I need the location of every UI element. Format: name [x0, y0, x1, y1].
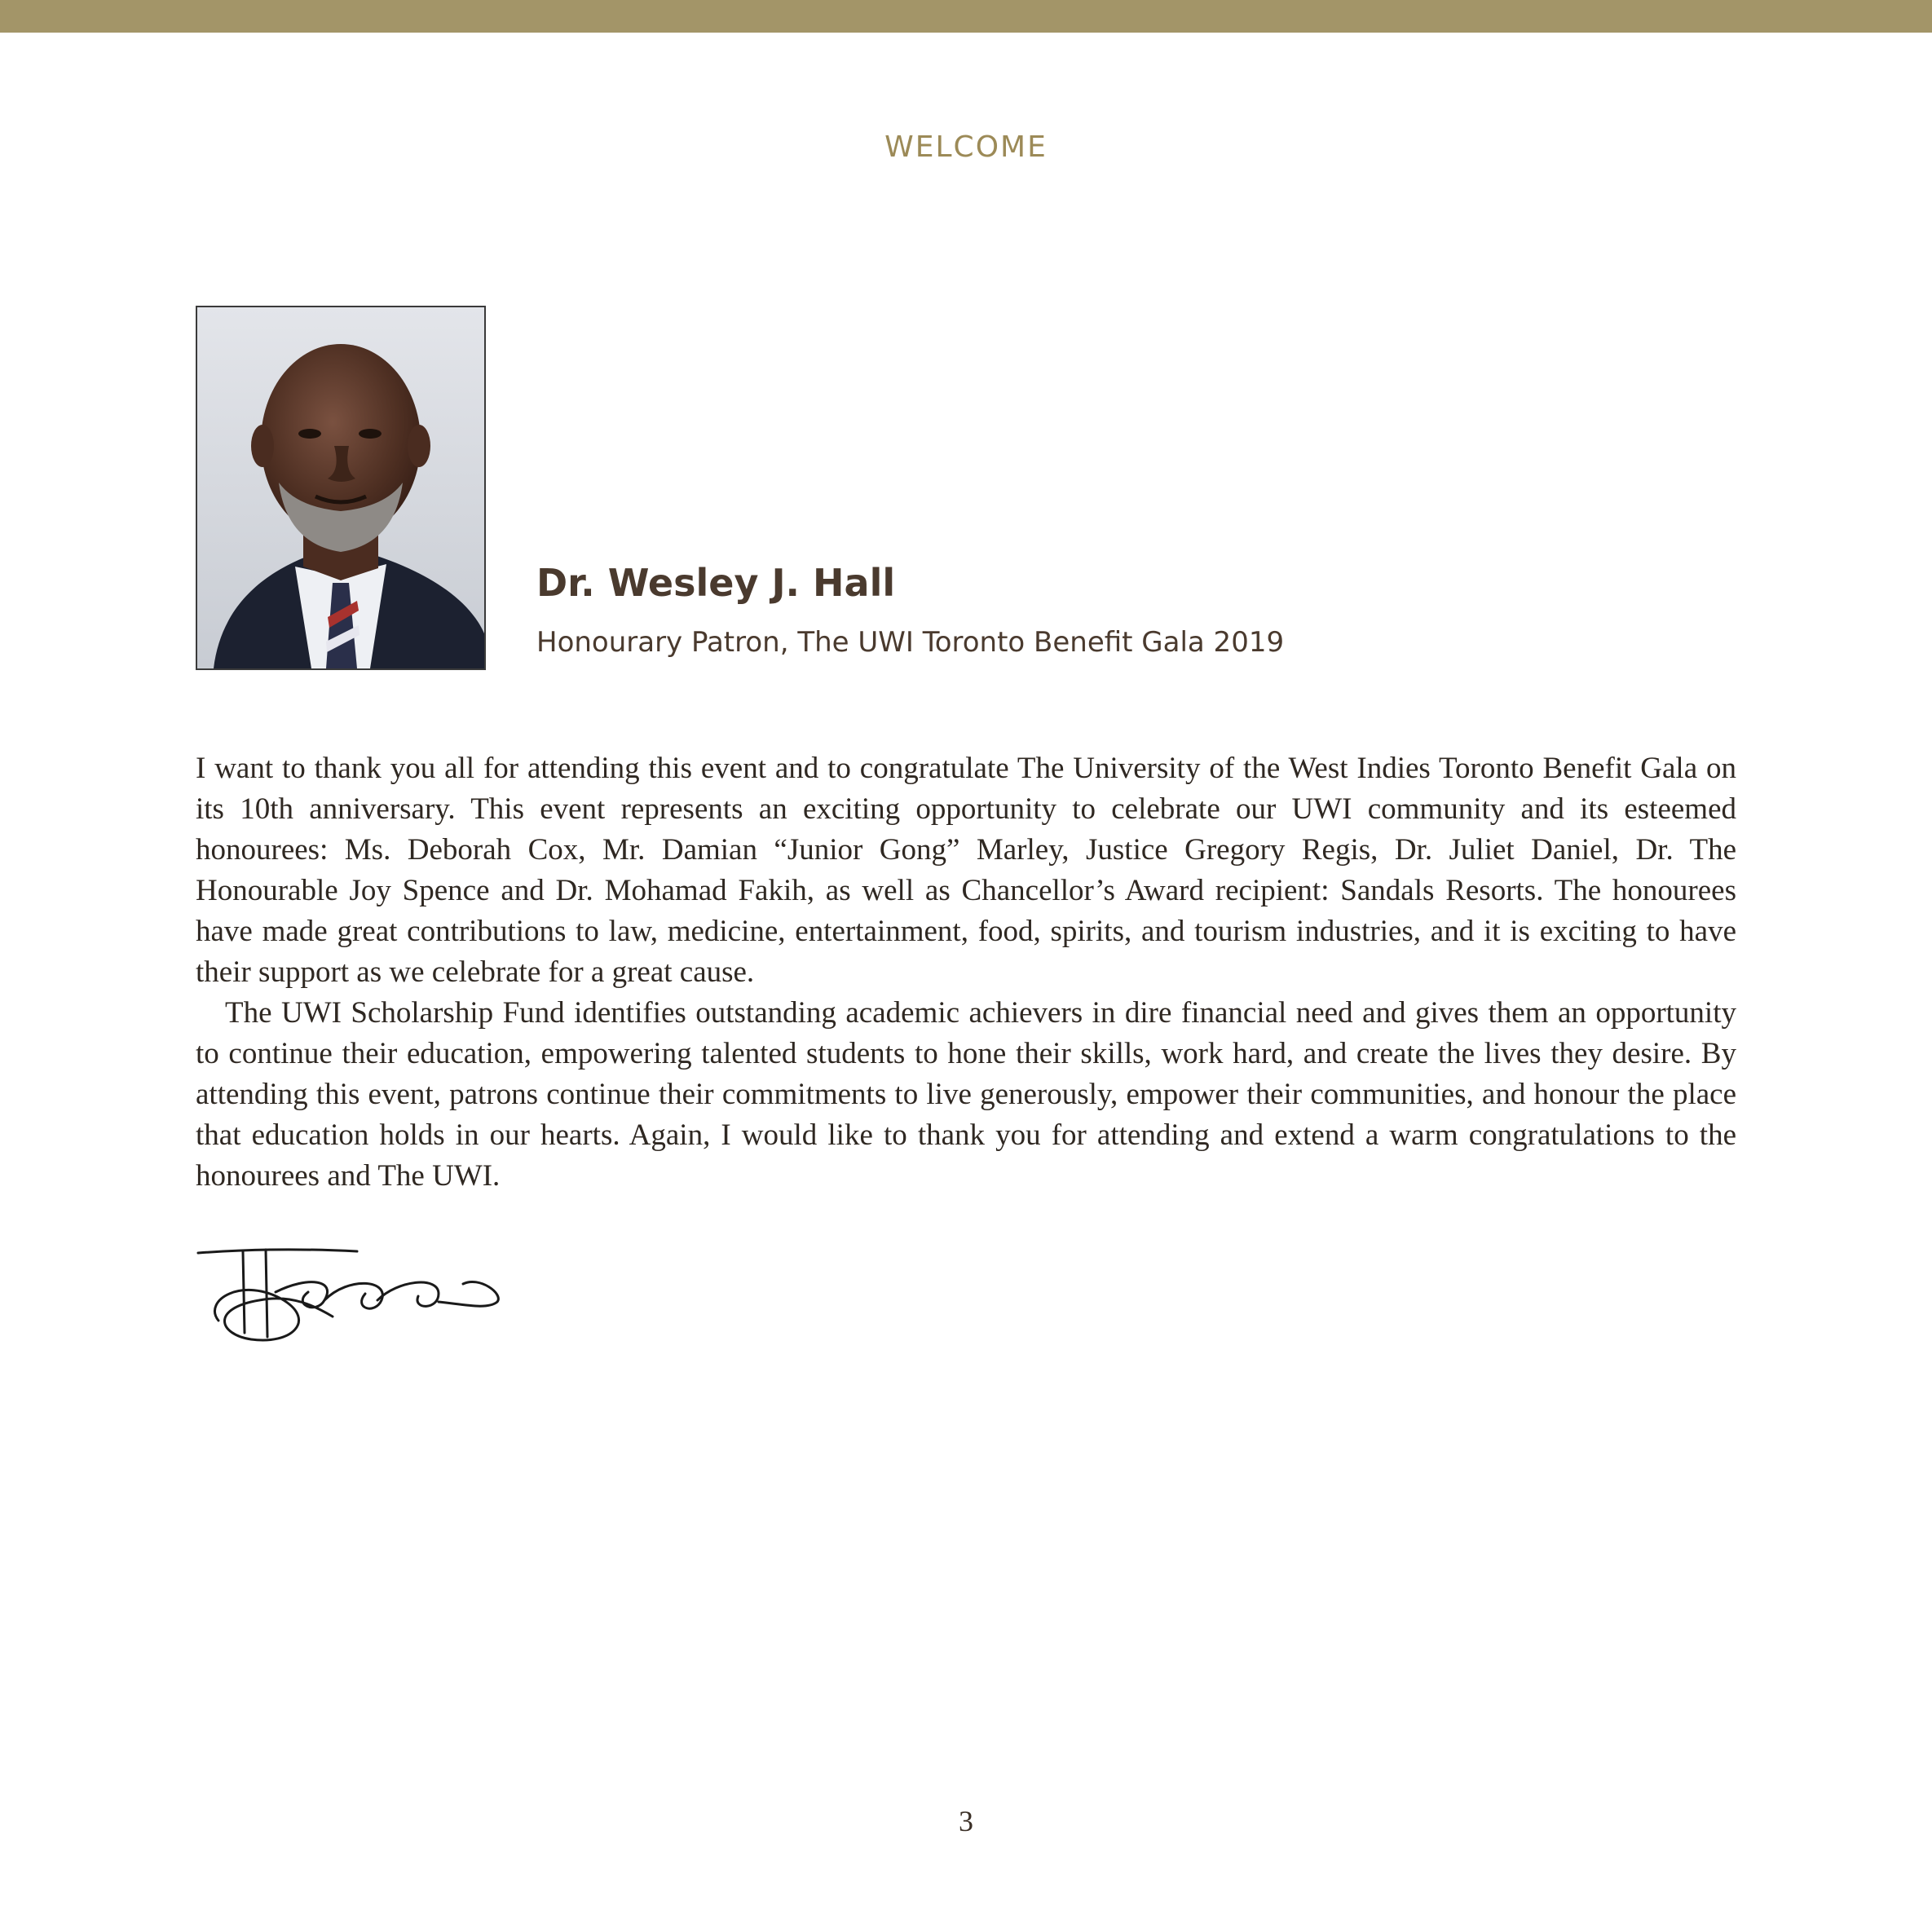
- letter-paragraph-1: I want to thank you all for attending this event and to congratulate The University of the West Indies Toronto Benefit Gala on its 10th anniversary. This event represents an exciting opportunity to celebrate our UWI community and its esteemed honourees: Ms. Deborah Cox, Mr. Damian “Junior Gong” Marley, Justice Gregory Regis, Dr. Juliet Daniel, Dr. The Honourable Joy Spence and Dr. Mohamad Fakih, as well as Chancellor’s Award recipient: Sandals Resorts. The honourees have made great contributions to law, medicine, entertainment, food, spirits, and tourism industries, and it is exciting to have their support as we celebrate for a great cause.: [196, 752, 1736, 989]
- signature-icon: [194, 1243, 504, 1353]
- letter-paragraph-2: The UWI Scholarship Fund identifies outstanding academic achievers in dire financial need and gives them an opportunity to continue their education, empowering talented students to hone their skills, work hard, and create the lives they desire. By attending this event, patrons continue their commitments to live generously, empower their communities, and honour the place that education holds in our hearts. Again, I would like to thank you for attending and extend a warm congratulations to the honourees and The UWI.: [196, 996, 1736, 1193]
- honoree-name: Dr. Wesley J. Hall: [536, 561, 896, 605]
- portrait-photo: [196, 306, 486, 670]
- letter-body: [196, 748, 1736, 1197]
- portrait-icon: [197, 307, 484, 668]
- top-color-band: [0, 0, 1932, 33]
- page-number: 3: [959, 1805, 973, 1837]
- section-title: WELCOME: [884, 130, 1048, 164]
- signature: [194, 1243, 504, 1353]
- honoree-role: Honourary Patron, The UWI Toronto Benefit Gala 2019: [536, 626, 1285, 659]
